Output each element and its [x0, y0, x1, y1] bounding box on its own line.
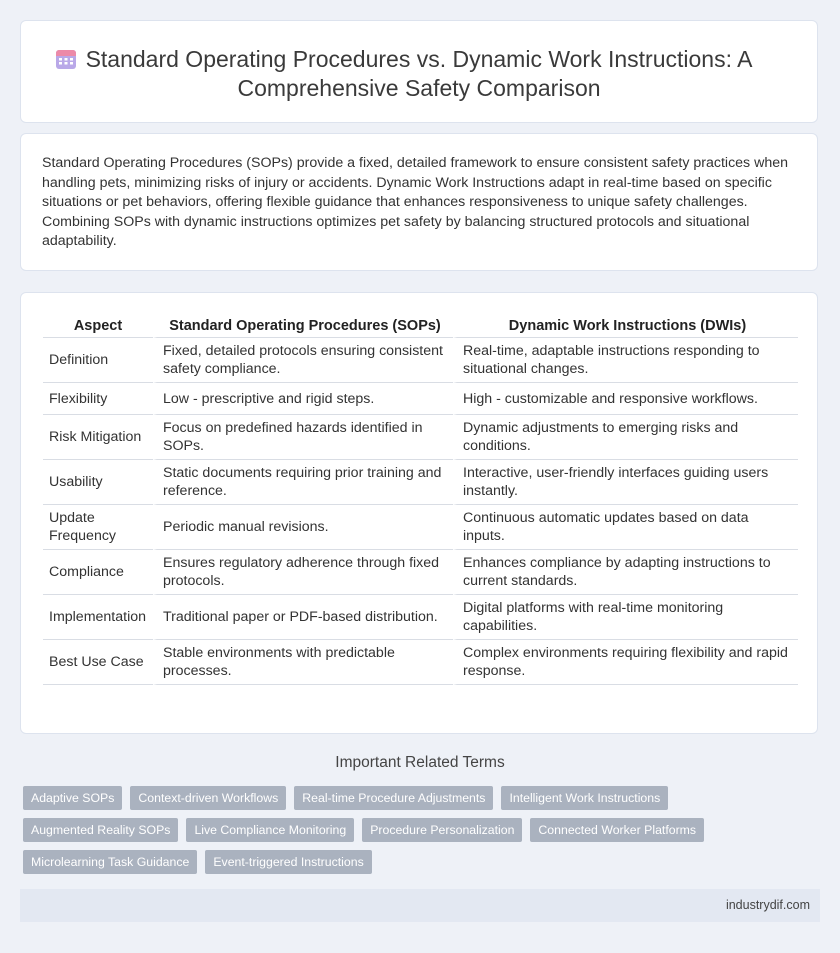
table-row — [43, 383, 798, 415]
related-term-tag[interactable]: Procedure Personalization — [362, 818, 522, 842]
related-terms-list — [23, 786, 813, 874]
row-dwi: Dynamic adjustments to emerging risks and conditions. — [453, 415, 798, 460]
row-dwi: Complex environments requiring flexibility and rapid response. — [453, 640, 798, 685]
related-term-tag[interactable]: Microlearning Task Guidance — [23, 850, 197, 874]
related-term-tag[interactable]: Connected Worker Platforms — [530, 818, 704, 842]
row-aspect: Update Frequency — [43, 505, 153, 550]
page-title: Standard Operating Procedures vs. Dynamic Work Instructions: A Comprehensive Safety Comparison — [85, 46, 753, 101]
related-term-tag[interactable]: Live Compliance Monitoring — [186, 818, 354, 842]
row-sop: Stable environments with predictable processes. — [153, 640, 453, 685]
row-sop: Focus on predefined hazards identified in SOPs. — [153, 415, 453, 460]
row-aspect: Compliance — [43, 550, 153, 595]
row-dwi: High - customizable and responsive workflows. — [453, 383, 798, 415]
related-term-tag[interactable]: Event-triggered Instructions — [205, 850, 371, 874]
row-aspect: Risk Mitigation — [43, 415, 153, 460]
intro-paragraph: Standard Operating Procedures (SOPs) provide a fixed, detailed framework to ensure consistent safety practices when handling pets, minimizing risks of injury or accidents. Dynamic Work Instructions adapt in real-time based on specific situations or pet behaviors, offering flexible guidance that enhances responsiveness to unique safety challenges. Combining SOPs with dynamic instructions optimizes pet safety by balancing structured protocols and situational adaptability. — [42, 155, 789, 249]
table-header-row — [43, 313, 798, 338]
row-sop: Ensures regulatory adherence through fixed protocols. — [153, 550, 453, 595]
footer-site-link[interactable]: industrydif.com — [725, 898, 810, 912]
title-card — [20, 20, 818, 123]
table-row — [43, 550, 798, 595]
row-dwi: Real-time, adaptable instructions responding to situational changes. — [453, 338, 798, 383]
related-term-tag[interactable]: Adaptive SOPs — [23, 786, 122, 810]
related-term-tag[interactable]: Real-time Procedure Adjustments — [294, 786, 493, 810]
row-aspect: Flexibility — [43, 383, 153, 415]
related-term-tag[interactable]: Augmented Reality SOPs — [23, 818, 178, 842]
comparison-table — [43, 313, 798, 685]
related-term-tag[interactable]: Intelligent Work Instructions — [501, 786, 668, 810]
header-sops: Standard Operating Procedures (SOPs) — [153, 313, 453, 338]
table-row — [43, 338, 798, 383]
related-term-tag[interactable]: Context-driven Workflows — [130, 786, 286, 810]
table-row — [43, 415, 798, 460]
row-sop: Periodic manual revisions. — [153, 505, 453, 550]
row-dwi: Interactive, user-friendly interfaces guiding users instantly. — [453, 460, 798, 505]
row-sop: Traditional paper or PDF-based distribution. — [153, 595, 453, 640]
row-aspect: Usability — [43, 460, 153, 505]
row-aspect: Best Use Case — [43, 640, 153, 685]
row-dwi: Continuous automatic updates based on data inputs. — [453, 505, 798, 550]
row-sop: Fixed, detailed protocols ensuring consistent safety compliance. — [153, 338, 453, 383]
related-terms-title: Important Related Terms — [335, 754, 505, 771]
header-dwis: Dynamic Work Instructions (DWIs) — [453, 313, 798, 338]
footer — [20, 889, 820, 922]
row-sop: Static documents requiring prior training and reference. — [153, 460, 453, 505]
table-row — [43, 505, 798, 550]
table-row — [43, 640, 798, 685]
row-dwi: Digital platforms with real-time monitoring capabilities. — [453, 595, 798, 640]
row-aspect: Implementation — [43, 595, 153, 640]
table-row — [43, 595, 798, 640]
row-sop: Low - prescriptive and rigid steps. — [153, 383, 453, 415]
intro-card — [20, 133, 818, 271]
table-row — [43, 460, 798, 505]
row-aspect: Definition — [43, 338, 153, 383]
comparison-card — [20, 292, 818, 734]
row-dwi: Enhances compliance by adapting instructions to current standards. — [453, 550, 798, 595]
header-aspect: Aspect — [43, 313, 153, 338]
